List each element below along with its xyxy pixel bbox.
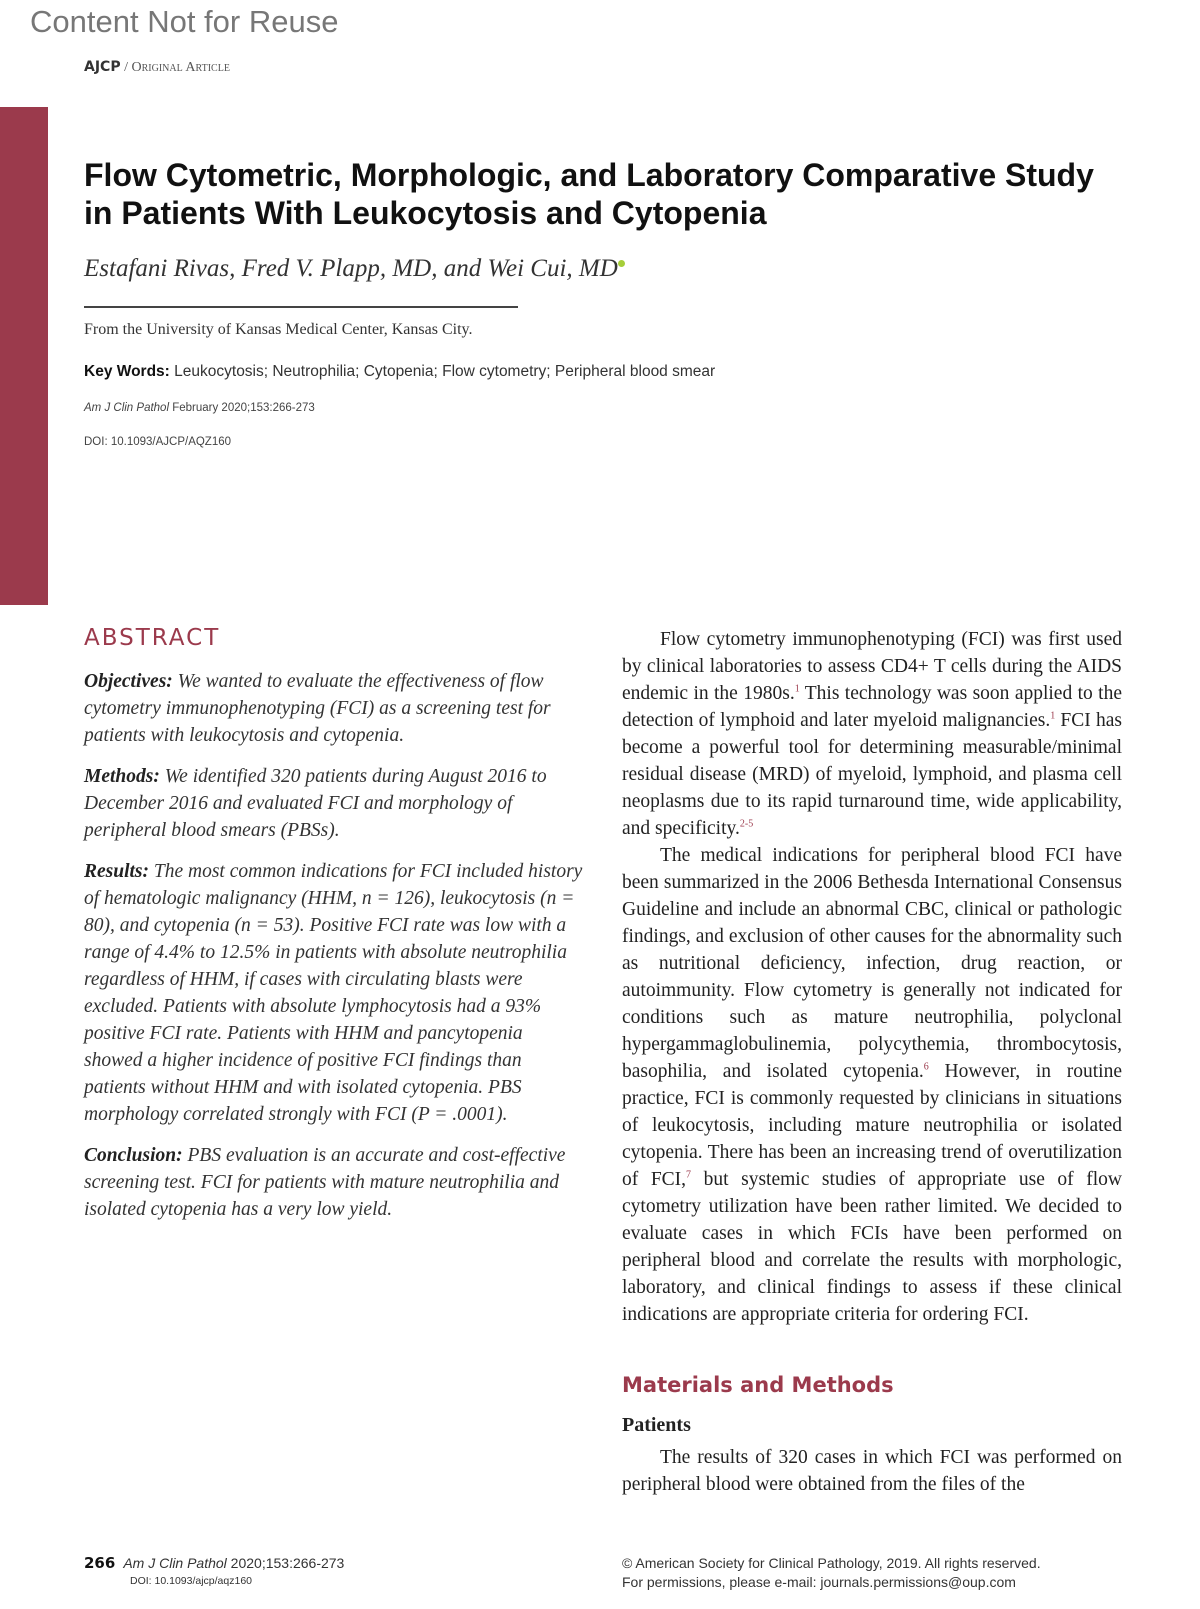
permissions: For permissions, please e-mail: journals.permissions@oup.com [622, 1574, 1016, 1590]
right-column [622, 626, 1122, 1498]
text: We wanted to evaluate the effectiveness of flow cytometry immunophenotyping (FCI) as a screening test for patients with leukocytosis and cytopenia. [84, 671, 551, 746]
t: However, in routine practice, FCI is commonly requested by clinicians in situations of leukocytosis, including mature neutrophilia or isolated cytopenia. There has been an increasing trend of overutilization of FCI, [622, 1061, 1123, 1190]
running-head [84, 58, 230, 77]
affiliation: From the University of Kansas Medical Center, Kansas City. [84, 321, 473, 338]
t: Flow cytometry immunophenotyping (FCI) was first used by clinical laboratories to assess CD4+ T cells during the AIDS endemic in the 1980s. [622, 629, 1122, 704]
footer-cite: 2020;153:266-273 [226, 1555, 345, 1571]
citation-journal: Am J Clin Pathol [84, 402, 170, 414]
doi[interactable]: DOI: 10.1093/AJCP/AQZ160 [84, 436, 232, 448]
article-header [84, 156, 1114, 450]
abstract-methods [84, 763, 584, 844]
divider [84, 306, 518, 308]
abstract-heading: ABSTRACT [84, 625, 221, 651]
intro-paragraph-1 [622, 626, 1122, 842]
article-title: Flow Cytometric, Morphologic, and Laboratory Comparative Study in Patients With Leukocytosis and Cytopenia [84, 157, 1094, 231]
label: Results: [84, 861, 150, 882]
subsection-heading: Patients [622, 1414, 691, 1436]
t: but systemic studies of appropriate use of flow cytometry utilization have been rather limited. We decided to evaluate cases in which FCIs have been performed on peripheral blood and correlate the results with morphologic, laboratory, and clinical findings to assess if these clinical indications are appropriate criteria for ordering FCI. [622, 1169, 1122, 1325]
text: The most common indications for FCI included history of hematologic malignancy (HHM, n = 126), leukocytosis (n = 80), and cytopenia (n = 53). Positive FCI rate was low with a range of 4.4% to 12.5% in patients with absolute neutrophilia regardless of HHM, if cases with circulating blasts were excluded. Patients with absolute lymphocytosis had a 93% positive FCI rate. Patients with HHM and pancytopenia showed a higher incidence of positive FCI findings than patients without HHM and with isolated cytopenia. PBS morphology correlated strongly with FCI (P = .0001). [84, 861, 583, 1125]
ref-link[interactable]: 2-5 [739, 818, 754, 830]
citation [84, 400, 1114, 416]
keywords [84, 362, 1114, 382]
copyright: © American Society for Clinical Pathology, 2019. All rights reserved. [622, 1555, 1041, 1571]
ref-link[interactable]: 7 [686, 1169, 692, 1181]
authors [84, 254, 1114, 284]
footer-doi[interactable]: DOI: 10.1093/ajcp/aqz160 [130, 1575, 253, 1587]
text: PBS evaluation is an accurate and cost-effective screening test. FCI for patients with mature neutrophilia and isolated cytopenia has a very low yield. [84, 1145, 566, 1220]
accent-bar [0, 107, 48, 605]
section-label: / Original Article [124, 60, 230, 75]
abstract-body [84, 668, 584, 1237]
footer-journal: Am J Clin Pathol [123, 1555, 227, 1571]
introduction [622, 626, 1122, 1328]
page-number: 266 [84, 1554, 116, 1572]
footer-left [84, 1554, 344, 1588]
citation-text: February 2020;153:266-273 [169, 402, 315, 414]
ref-link[interactable]: 1 [794, 683, 800, 695]
t: The medical indications for peripheral blood FCI have been summarized in the 2006 Bethesda International Consensus Guideline and include an abnormal CBC, clinical or pathologic findings, and exclusion of other causes for the abnormality such as nutritional deficiency, infection, drug reaction, or autoimmunity. Flow cytometry is generally not indicated for conditions such as mature neutrophilia, polyclonal hypergammaglobulinemia, polycythemia, thrombocytosis, basophilia, and isolated cytopenia. [622, 845, 1122, 1082]
label: Methods: [84, 766, 160, 787]
label: Objectives: [84, 671, 173, 692]
footer-right [622, 1554, 1041, 1592]
t: FCI has become a powerful tool for determining measurable/minimal residual disease (MRD) of myeloid, lymphoid, and plasma cell neoplasms due to its rapid turnaround time, wide applicability, and specificity. [622, 710, 1122, 839]
keywords-text: Leukocytosis; Neutrophilia; Cytopenia; Flow cytometry; Peripheral blood smear [169, 363, 716, 380]
methods-paragraph [622, 1444, 1122, 1498]
abstract-conclusion [84, 1142, 584, 1223]
text: We identified 320 patients during August 2016 to December 2016 and evaluated FCI and morphology of peripheral blood smears (PBSs). [84, 766, 547, 841]
abstract-results [84, 858, 584, 1128]
ref-link[interactable]: 1 [1050, 710, 1056, 722]
ref-link[interactable]: 6 [923, 1061, 929, 1073]
orcid-icon[interactable] [618, 260, 625, 267]
abstract-objectives [84, 668, 584, 749]
section-heading: Materials and Methods [622, 1373, 894, 1397]
keywords-label: Key Words: [84, 363, 170, 380]
label: Conclusion: [84, 1145, 183, 1166]
journal-abbrev: AJCP [84, 59, 121, 75]
t: The results of 320 cases in which FCI was performed on peripheral blood were obtained from the files of the [622, 1447, 1122, 1495]
t: This technology was soon applied to the detection of lymphoid and later myeloid malignancies. [622, 683, 1122, 731]
watermark: Content Not for Reuse [30, 4, 339, 39]
author-list: Estafani Rivas, Fred V. Plapp, MD, and Wei Cui, MD [84, 255, 618, 282]
intro-paragraph-2 [622, 842, 1122, 1328]
